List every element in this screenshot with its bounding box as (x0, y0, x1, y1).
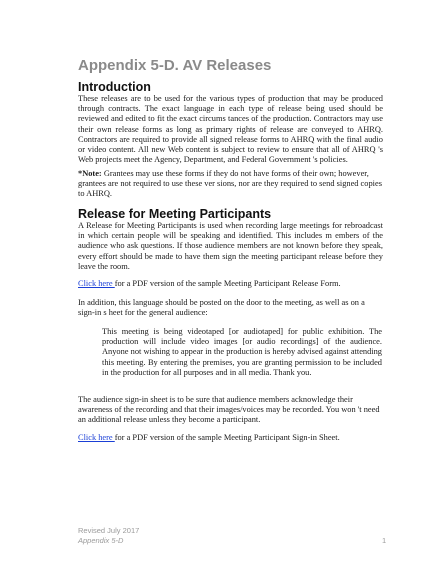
revised-date: Revised July 2017 (78, 526, 140, 535)
introduction-heading: Introduction (78, 80, 151, 94)
door-notice-text: This meeting is being videotaped [or audiotaped] for public exhibition. The production will include video images [or audio recordings] of the audience. Anyone not wishing to appear in the production is hereby advised against attending this meeting. By entering the premises, you are granting permission to be included in the production for all purposes and in all media. Thank you. (102, 327, 382, 377)
page-footer (78, 526, 139, 546)
signin-sheet-link-suffix: for a PDF version of the sample Meeting Participant Sign-in Sheet. (114, 433, 340, 442)
note-label: *Note: (78, 169, 102, 178)
footer-appendix-label: Appendix 5-D (78, 536, 124, 545)
signin-sheet-link-line (78, 433, 383, 443)
introduction-paragraph: These releases are to be used for the various types of production that may be produced through contracts. The exact language in each type of release being used should be reviewed and edited to fit the exact circums tances of the production. Contractors may use their own release forms as long as primary rights of release are conveyed to AHRQ. Contractors are required to provide all signed release forms to AHRQ with the final audio or video content. All new Web content is subject to review to ensure that all of AHRQ 's Web projects meet the Agency, Department, and Federal Government 's policies. (78, 94, 383, 165)
signin-sheet-paragraph: The audience sign-in sheet is to be sure that audience members acknowledge their awareness of the recording and that their images/voices may be recorded. You won 't need an additional release unless they become a participant. (78, 395, 380, 425)
grantee-note (78, 169, 383, 200)
note-text: Grantees may use these forms if they do not have forms of their own; however, grantees are not required to use these ver sions, nor are they required to send signed copies to AHRQ. (78, 169, 382, 199)
release-form-link-suffix: for a PDF version of the sample Meeting Participant Release Form. (114, 279, 341, 288)
page-number: 1 (382, 536, 387, 545)
meeting-release-heading: Release for Meeting Participants (78, 207, 272, 221)
meeting-release-paragraph: A Release for Meeting Participants is used when recording large meetings for rebroadcast in which certain people will be speaking and identified. This includes m embers of the audience who ask questions. If those audience members are not known before they speak, every effort should be made to have them sign the meeting participant release before they leave the room. (78, 221, 383, 271)
signin-sheet-link[interactable]: Click here (78, 433, 115, 442)
release-form-link[interactable]: Click here (78, 279, 115, 288)
release-form-link-line (78, 279, 383, 289)
addition-paragraph: In addition, this language should be posted on the door to the meeting, as well as on a sign-in s heet for the general audience: (78, 298, 365, 318)
page-title: Appendix 5-D. AV Releases (78, 57, 272, 74)
